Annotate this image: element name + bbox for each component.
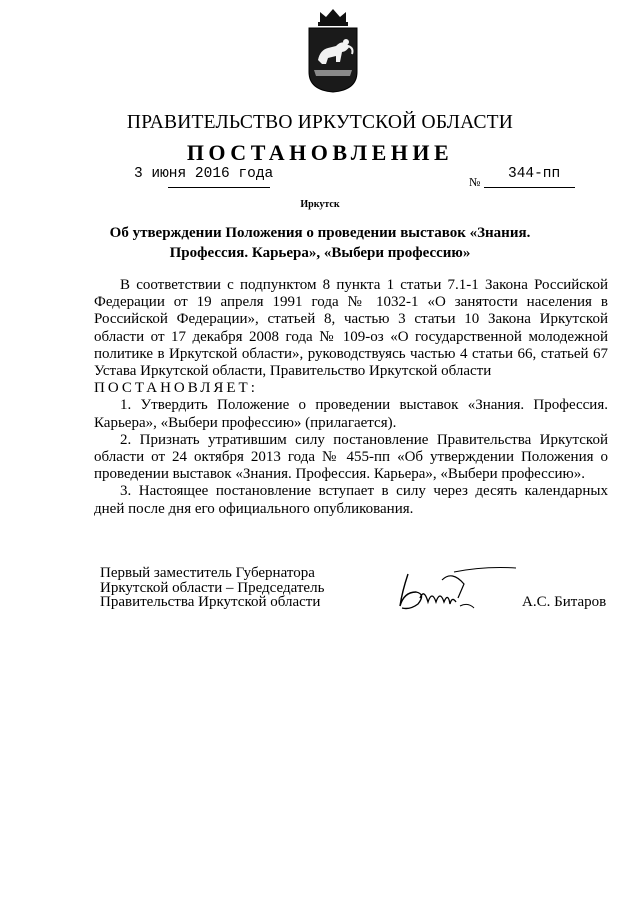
number-sign: № xyxy=(469,175,481,189)
subject-line: Профессия. Карьера», «Выбери профессию» xyxy=(169,245,471,261)
resolves-heading: ПОСТАНОВЛЯЕТ: xyxy=(94,380,258,397)
signatory-title xyxy=(100,566,324,610)
document-date: 3 июня 2016 года xyxy=(134,166,274,182)
coat-of-arms-emblem xyxy=(306,6,360,94)
handwritten-signature xyxy=(394,562,524,618)
resolution-item: 3. Настоящее постановление вступает в силу через десять календарных дней после дня его официального опубликования. xyxy=(94,483,608,517)
subject-line: Об утверждении Положения о проведении выставок «Знания. xyxy=(109,225,531,241)
resolution-item: 2. Признать утратившим силу постановление Правительства Иркутской области от 24 октября 2013 года № 455-пп «Об утверждении Положения о проведении выставок «Знания. Профессия. Карьера», «Выбери профессию». xyxy=(94,431,608,483)
document-type-title: ПОСТАНОВЛЕНИЕ xyxy=(186,140,454,165)
issue-city: Иркутск xyxy=(300,199,340,210)
signatory-title-line: Первый заместитель Губернатора xyxy=(100,565,315,581)
signatory-title-line: Правительства Иркутской области xyxy=(100,594,321,610)
resolution-item: 1. Утвердить Положение о проведении выставок «Знания. Профессия. Карьера», «Выбери профессию» (прилагается). xyxy=(94,397,608,431)
document-body xyxy=(94,277,608,518)
signatory-name: А.С. Битаров xyxy=(522,594,607,610)
preamble-paragraph: В соответствии с подпунктом 8 пункта 1 статьи 7.1-1 Закона Российской Федерации от 19 апреля 1991 года № 1032-1 «О занятости населения в Российской Федерации», статьей 8, частью 3 статьи 10 Закона Иркутской области от 17 декабря 2008 года № 109-оз «О государственной молодежной политике в Иркутской области», руководствуясь частью 4 статьи 66, статьей 67 Устава Иркутской области, Правительство Иркутской области xyxy=(94,277,608,380)
document-subject xyxy=(80,223,560,263)
date-underline xyxy=(168,187,270,188)
signatory-title-line: Иркутской области – Председатель xyxy=(100,579,325,596)
number-underline xyxy=(484,187,575,188)
government-name: ПРАВИТЕЛЬСТВО ИРКУТСКОЙ ОБЛАСТИ xyxy=(126,112,514,133)
document-number: 344-пп xyxy=(508,166,561,182)
